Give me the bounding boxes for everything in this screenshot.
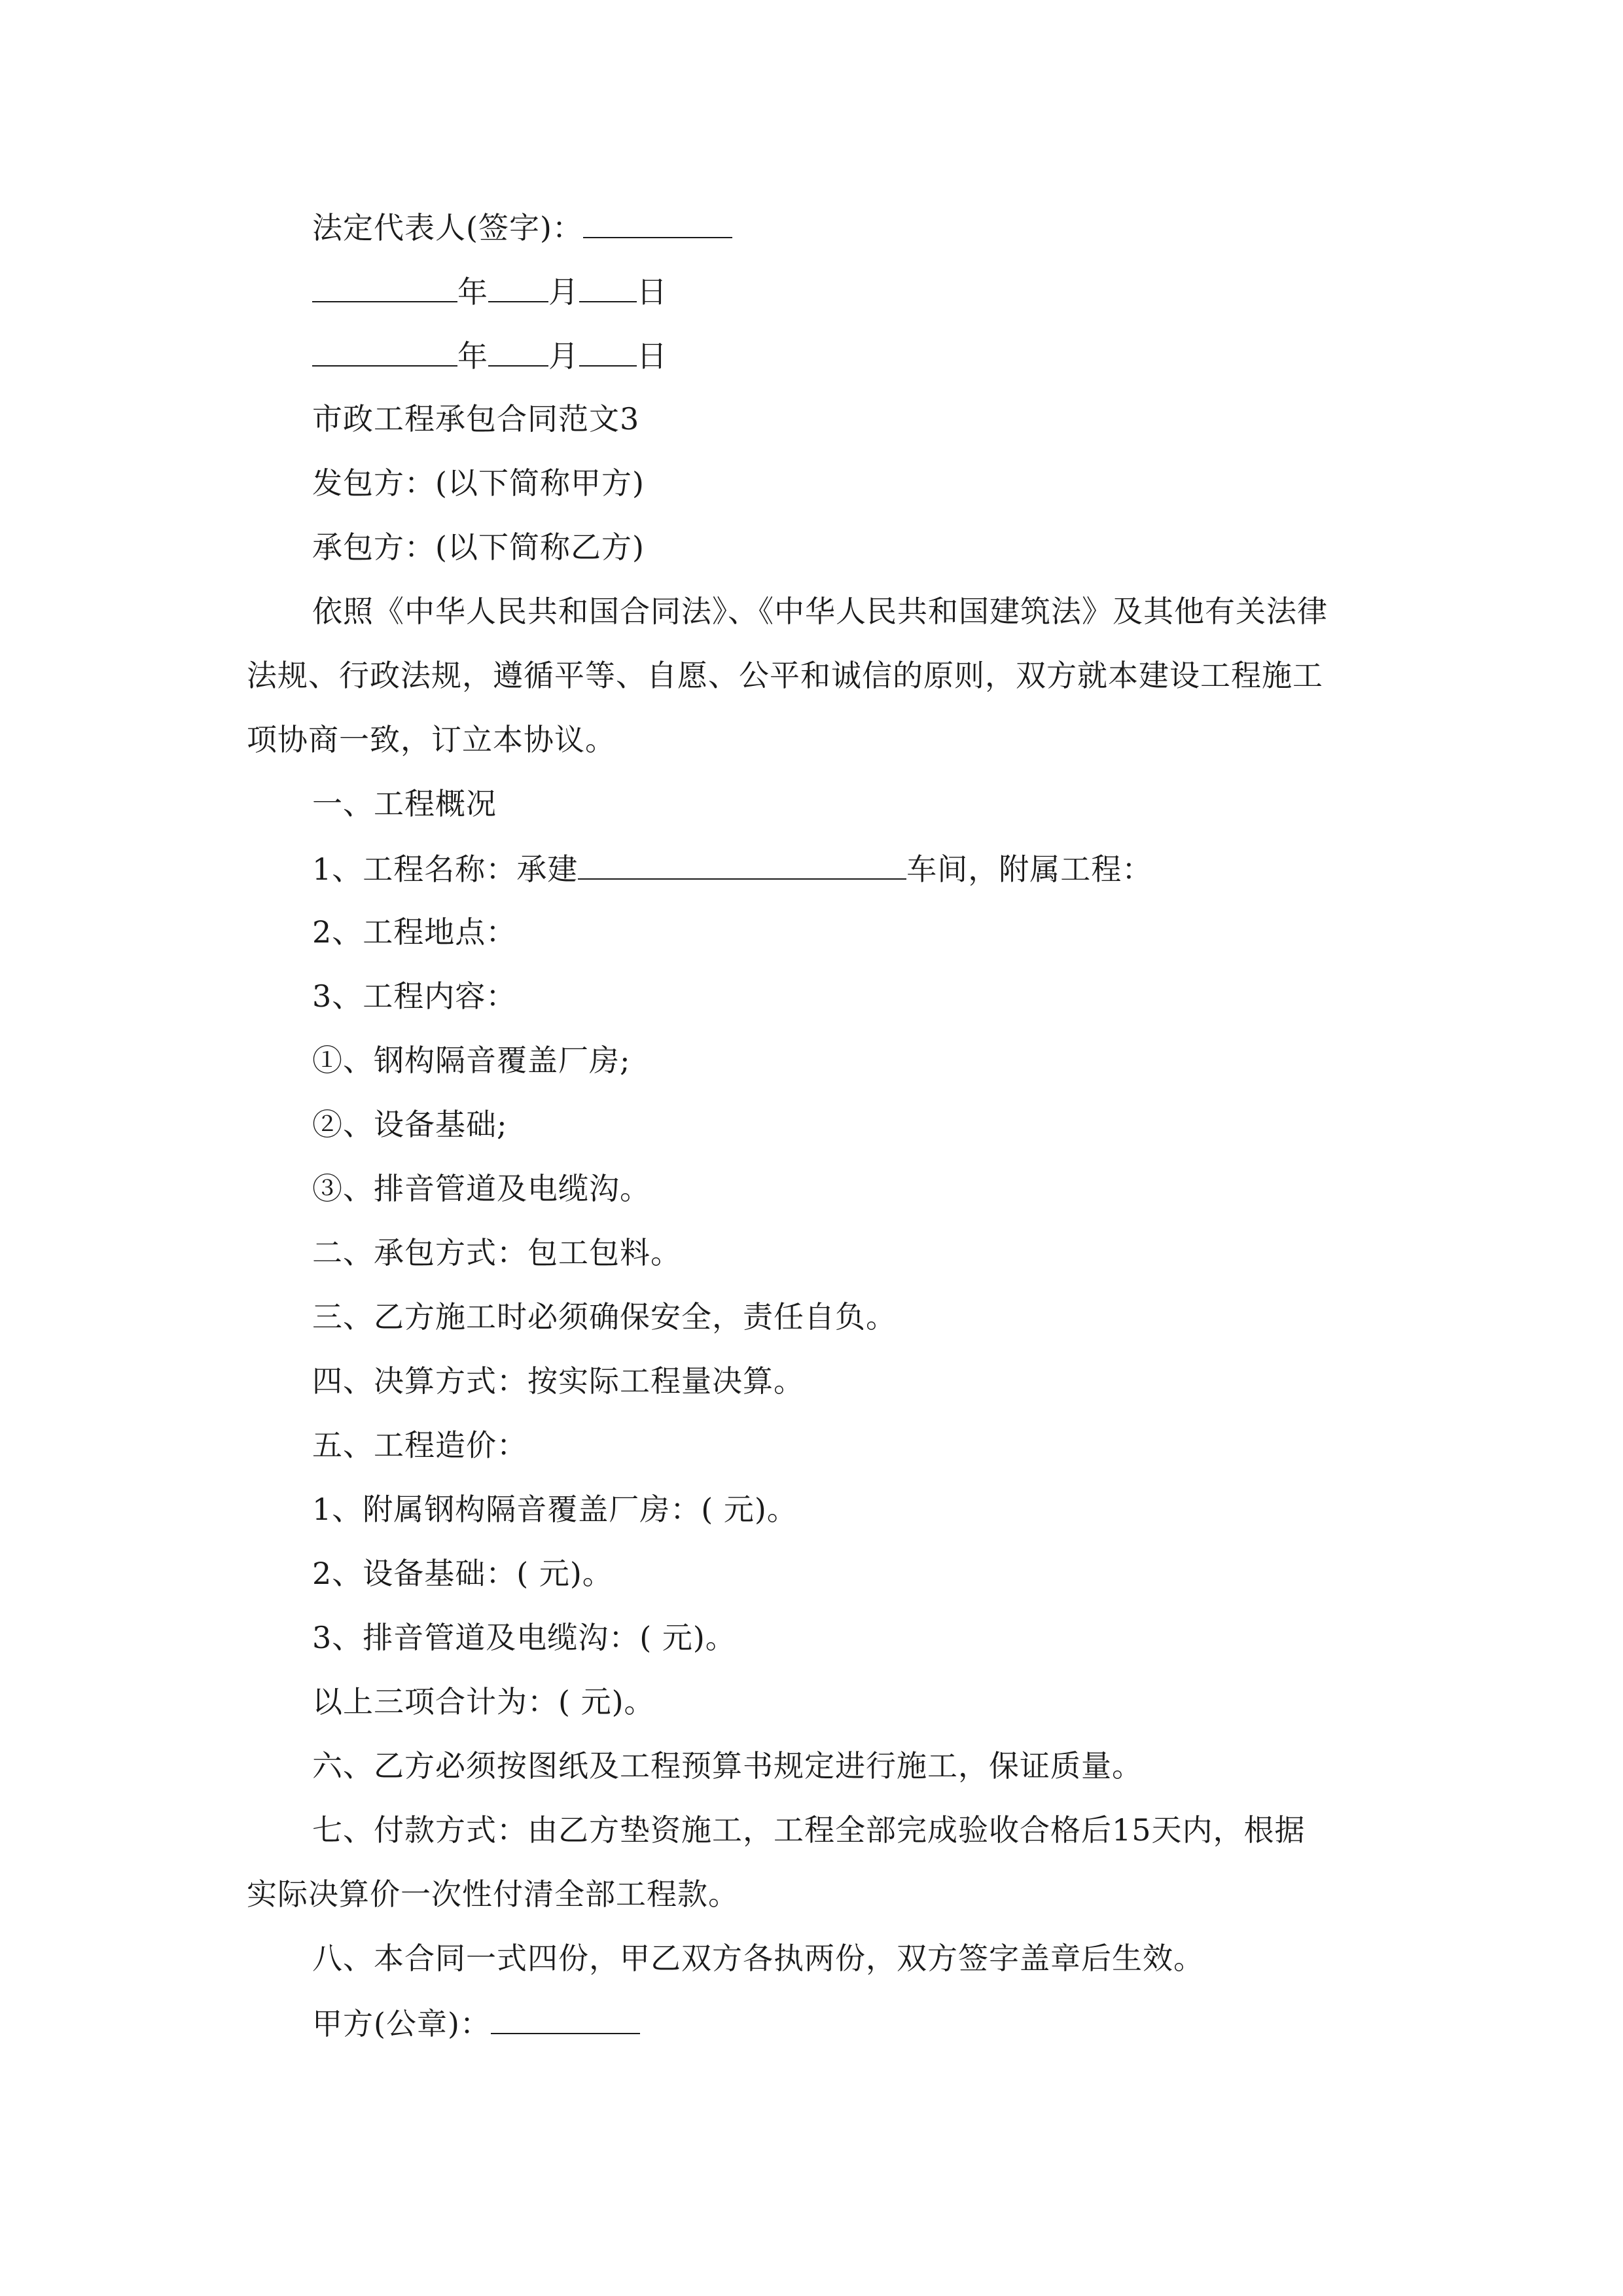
day-blank [579, 335, 637, 367]
project-name-line [312, 848, 1152, 889]
content-item-2: ②、设备基础; [312, 1107, 508, 1142]
legal-rep-signature-line [312, 207, 732, 247]
contractor-line: 承包方：(以下简称乙方) [312, 529, 645, 565]
section-cost-heading: 五、工程造价： [312, 1427, 527, 1463]
month-label: 月 [548, 274, 579, 310]
legal-rep-label: 法定代表人(签字)： [312, 210, 583, 245]
section-contract-mode: 二、承包方式：包工包料。 [312, 1235, 681, 1270]
year-label: 年 [457, 338, 488, 374]
signature-blank [583, 207, 732, 238]
year-blank [312, 271, 457, 302]
year-label: 年 [457, 274, 488, 310]
content-item-3: ③、排音管道及电缆沟。 [312, 1171, 651, 1206]
day-label: 日 [637, 274, 668, 310]
party-a-seal-label: 甲方(公章)： [312, 2006, 491, 2041]
project-content-line: 3、工程内容： [312, 978, 517, 1014]
project-name-blank [578, 848, 906, 880]
cost-item-2: 2、设备基础：( 元)。 [312, 1556, 613, 1591]
project-name-suffix: 车间，附属工程： [906, 852, 1153, 887]
project-location-line: 2、工程地点： [312, 914, 517, 950]
day-blank [579, 271, 637, 302]
preamble-line-3: 项协商一致，订立本协议。 [247, 722, 616, 757]
preamble-line-1: 依照《中华人民共和国合同法》、《中华人民共和国建筑法》及其他有关法律 [312, 594, 1328, 629]
section-payment-line-1: 七、付款方式：由乙方垫资施工，工程全部完成验收合格后15天内，根据 [312, 1812, 1306, 1848]
employer-line: 发包方：(以下简称甲方) [312, 465, 645, 501]
day-label: 日 [637, 338, 668, 374]
preamble-line-2: 法规、行政法规，遵循平等、自愿、公平和诚信的原则，双方就本建设工程施工 [247, 658, 1323, 693]
section-quality: 六、乙方必须按图纸及工程预算书规定进行施工，保证质量。 [312, 1748, 1143, 1784]
date-line-2 [312, 335, 668, 376]
cost-item-3: 3、排音管道及电缆沟：( 元)。 [312, 1620, 736, 1655]
cost-item-1: 1、附属钢构隔音覆盖厂房：( 元)。 [312, 1492, 798, 1527]
month-blank [488, 335, 548, 367]
month-label: 月 [548, 338, 579, 374]
party-a-seal-line [312, 2003, 640, 2043]
seal-blank [491, 2003, 640, 2034]
date-line-1 [312, 271, 668, 312]
section-copies: 八、本合同一式四份，甲乙双方各执两份，双方签字盖章后生效。 [312, 1941, 1204, 1976]
year-blank [312, 335, 457, 367]
contract-title: 市政工程承包合同范文3 [312, 401, 640, 437]
cost-total: 以上三项合计为：( 元)。 [312, 1684, 655, 1719]
month-blank [488, 271, 548, 302]
content-item-1: ①、钢构隔音覆盖厂房; [312, 1043, 631, 1078]
section-heading-overview: 一、工程概况 [312, 786, 497, 821]
project-name-label: 1、工程名称：承建 [312, 852, 579, 887]
section-safety: 三、乙方施工时必须确保安全，责任自负。 [312, 1299, 897, 1335]
section-settlement: 四、决算方式：按实际工程量决算。 [312, 1363, 804, 1399]
section-payment-line-2: 实际决算价一次性付清全部工程款。 [247, 1876, 739, 1912]
